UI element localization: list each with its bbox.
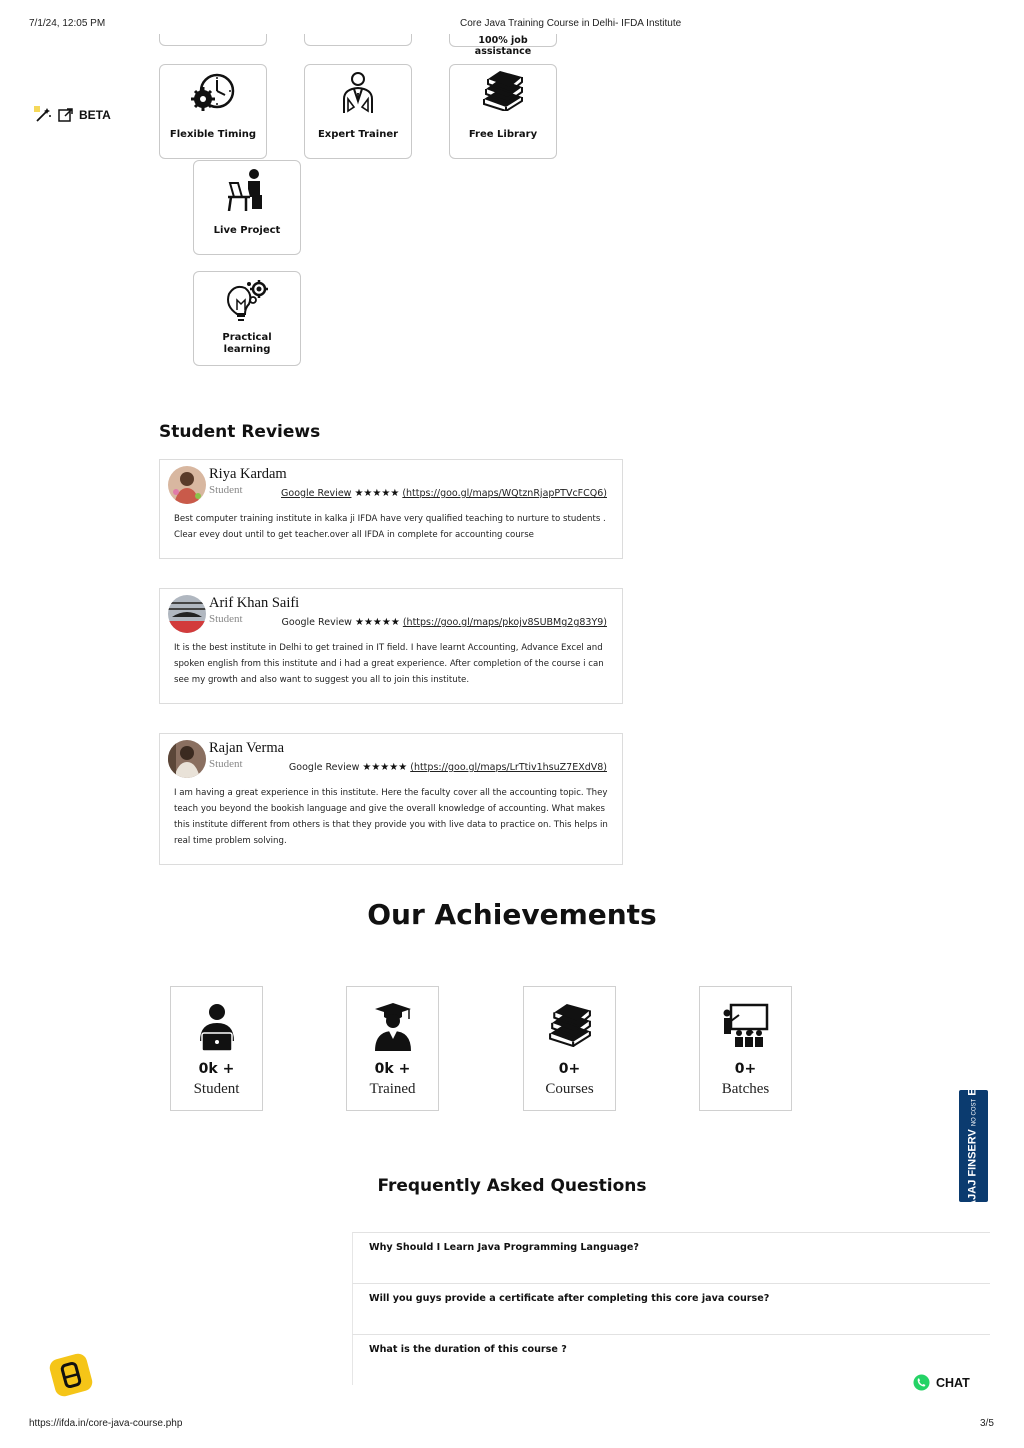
faq-item[interactable] (352, 1283, 990, 1334)
achievement-value: 0+ (734, 1061, 757, 1077)
reviewer-role: Student (209, 758, 243, 770)
review-text: It is the best institute in Delhi to get trained in IT field. I have learnt Accounting, Advance Excel and spoken english from this institute and i had a great experience. After completion of the course i can see my growth and also want to suggest you all to join this institute. (174, 643, 604, 685)
achievement-label: Student (193, 1081, 240, 1097)
beta-toolbar[interactable] (34, 106, 111, 124)
achievement-value: 0k + (198, 1061, 235, 1077)
floating-action-button[interactable] (48, 1352, 94, 1398)
achievement-label: Batches (721, 1081, 770, 1097)
feature-label: Expert Trainer (317, 129, 399, 140)
feature-label: Live Project (213, 225, 281, 236)
reviewer-name: Rajan Verma (209, 740, 285, 756)
faq-question[interactable]: Will you guys provide a certificate after completing this core java course? (369, 1293, 770, 1304)
print-url: https://ifda.in/core-java-course.php (29, 1418, 183, 1429)
review-source (281, 488, 607, 499)
feature-label: Free Library (468, 129, 538, 140)
avatar (168, 740, 206, 778)
review-link[interactable]: (https://goo.gl/maps/WQtznRjapPTVcFCQ6) (402, 488, 607, 499)
review-text: I am having a great experience in this institute. Here the faculty cover all the accounting topic. They teach you beyond the bookish language and give the overall knowledge of accounting. What makes this institute different from others is that they provide you with live data to practice on. This helps in real time problem solving. (174, 788, 608, 846)
reviewer-name: Arif Khan Saifi (209, 595, 300, 611)
review-card (159, 588, 623, 704)
achievement-card-trained (346, 986, 439, 1111)
review-card (159, 733, 623, 865)
reviewer-role: Student (209, 613, 243, 625)
trainer-icon (336, 71, 380, 115)
avatar (168, 595, 206, 633)
review-source-label: Google Review (281, 617, 352, 628)
achievement-value: 0+ (558, 1061, 581, 1077)
feature-card-job-assistance (449, 34, 557, 57)
feature-card-expert-trainer (304, 64, 412, 159)
faq-question[interactable]: What is the duration of this course ? (369, 1344, 567, 1355)
review-source (282, 617, 607, 628)
review-source (289, 762, 607, 773)
print-page-title: Core Java Training Course in Delhi- IFDA Institute (460, 18, 682, 29)
faq-question[interactable]: Why Should I Learn Java Programming Language? (369, 1242, 639, 1253)
graduate-icon (373, 1003, 413, 1051)
clock-gear-icon (190, 71, 236, 115)
feature-card-partial (159, 34, 267, 46)
star-rating: ★★★★★ (354, 617, 400, 628)
chat-button[interactable] (913, 1374, 970, 1391)
whatsapp-icon[interactable] (913, 1374, 930, 1391)
feature-card-live-project (193, 160, 301, 255)
review-card (159, 459, 623, 559)
emi-badge[interactable] (959, 1076, 988, 1216)
achievement-label: Trained (369, 1081, 416, 1097)
achievement-card-courses (523, 986, 616, 1111)
laptop-user-icon (226, 167, 268, 211)
print-page-number: 3/5 (980, 1418, 994, 1429)
achievement-card-batches (699, 986, 792, 1111)
reviews-title: Student Reviews (159, 422, 321, 442)
reviewer-role: Student (209, 484, 243, 496)
achievements-title: Our Achievements (367, 898, 657, 931)
review-link[interactable]: (https://goo.gl/maps/LrTtiv1hsuZ7EXdV8) (410, 762, 607, 773)
achievement-card-student (170, 986, 263, 1111)
review-source-label[interactable]: Google Review (281, 488, 352, 499)
mobile-icon[interactable] (48, 1352, 94, 1398)
reviewer-name: Riya Kardam (209, 466, 287, 482)
magic-wand-icon[interactable] (34, 106, 52, 124)
bulb-gear-icon (223, 278, 271, 324)
star-rating: ★★★★★ (362, 762, 408, 773)
feature-label: Flexible Timing (169, 129, 257, 140)
emi-label: EMI (966, 1076, 978, 1096)
feature-card-free-library (449, 64, 557, 159)
faq-title: Frequently Asked Questions (377, 1176, 647, 1196)
review-text: Best computer training institute in kalka ji IFDA have very qualified teaching to nurture to students . Clear evey dout until to get teacher.over all IFDA in complete for accounting course (174, 514, 606, 540)
open-external-icon[interactable] (58, 108, 73, 123)
emi-brand: BAJAJ FINSERV (966, 1129, 978, 1216)
review-link[interactable]: (https://goo.gl/maps/pkojv8SUBMg2g83Y9) (402, 617, 607, 628)
student-laptop-icon (196, 1003, 238, 1053)
achievement-label: Courses (545, 1081, 594, 1097)
faq-item[interactable] (352, 1334, 990, 1385)
emi-small: NO COST (971, 1098, 977, 1127)
classroom-icon (723, 1003, 769, 1049)
review-source-label: Google Review (288, 762, 360, 773)
books-icon (548, 1003, 592, 1047)
achievement-value: 0k + (374, 1061, 411, 1077)
feature-label: 100% job assistance (474, 35, 532, 57)
beta-label: BETA (79, 108, 111, 122)
faq-item[interactable] (352, 1232, 990, 1283)
print-datetime: 7/1/24, 12:05 PM (29, 18, 106, 29)
feature-card-flexible-timing (159, 64, 267, 159)
chat-label: CHAT (936, 1375, 970, 1390)
feature-label: Practical learning (222, 332, 272, 355)
feature-card-partial (304, 34, 412, 46)
star-rating: ★★★★★ (354, 488, 400, 499)
feature-card-practical-learning (193, 271, 301, 366)
avatar (168, 466, 206, 504)
books-icon (482, 71, 524, 111)
